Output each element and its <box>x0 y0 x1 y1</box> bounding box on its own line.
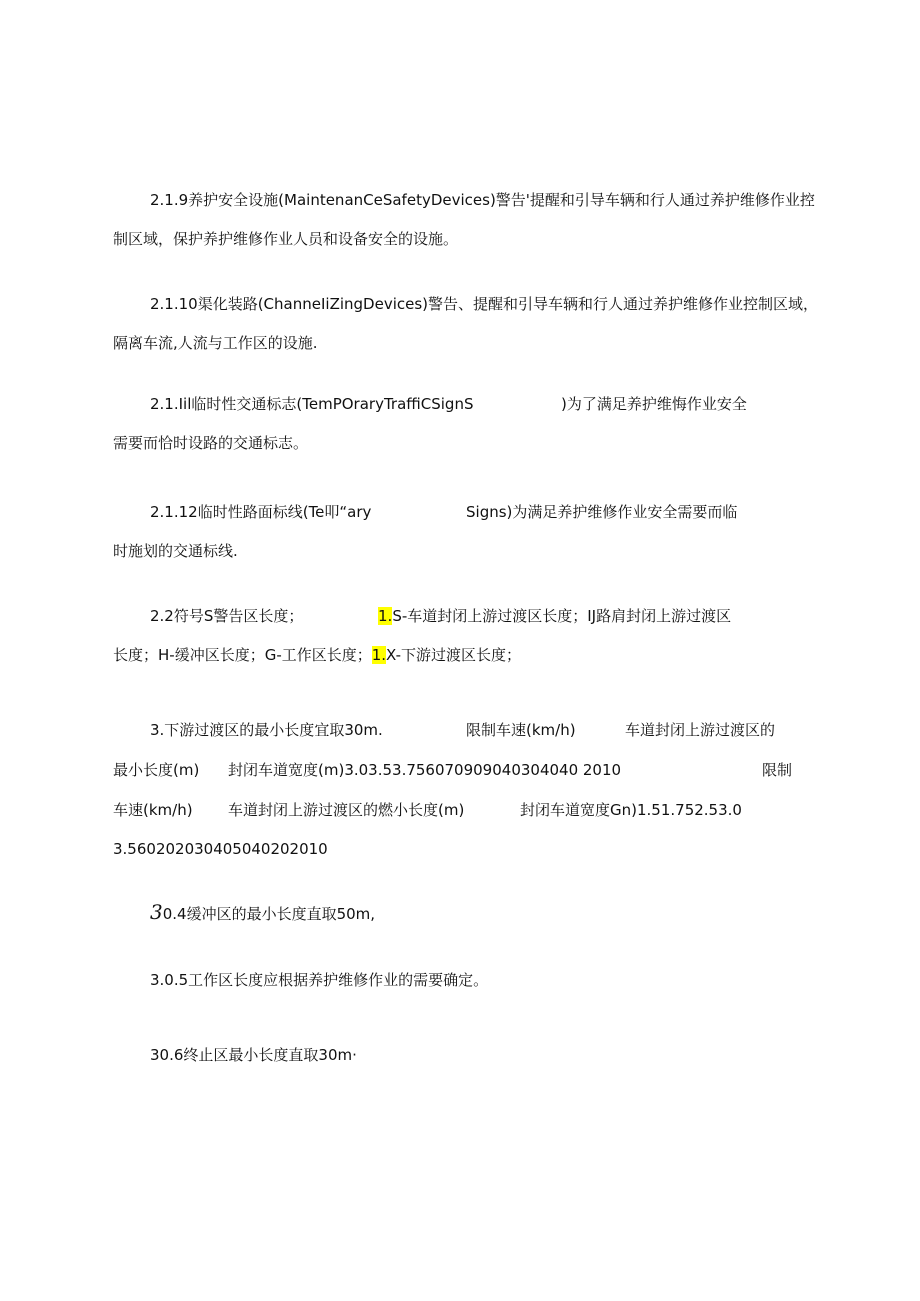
para-3-line1b: 限制车速(km/h) <box>466 721 576 739</box>
para-2-1-10-line1: 2.1.10渠化装路(ChanneIiZingDevices)警告、提醒和引导车辆和行人通过养护维修作业控制区域， <box>150 295 819 313</box>
para-2-2-line1a: 2.2符号S警告区长度； <box>150 607 304 625</box>
para-3-0-6: 30.6终止区最小长度直取30m· <box>150 1046 357 1064</box>
para-2-1-10-line2: 隔离车流,人流与工作区的设施. <box>113 334 318 352</box>
para-2-1-11-line1b: )为了满足养护维悔作业安全 <box>561 395 747 413</box>
para-2-1-11-line1a: 2.1.Iil临时性交通标志(TemPOraryTraffiCSignS <box>150 395 474 413</box>
para-2-2-line1b-text: S-车道封闭上游过渡区长度；IJ路肩封闭上游过渡区 <box>392 607 732 625</box>
para-3-0-4 <box>150 902 375 924</box>
highlight-mark: 1. <box>378 607 393 625</box>
para-2-2-line2a: 长度；H-缓冲区长度；G-工作区长度； <box>113 646 372 664</box>
para-2-1-11-line2: 需要而恰时设路的交通标志。 <box>113 434 309 452</box>
para-2-1-9-line2: 制区域，保护养护维修作业人员和设备安全的设施。 <box>113 230 459 248</box>
para-3-0-4-text: 0.4缓冲区的最小长度直取50m, <box>162 905 376 923</box>
para-3-line1c: 车道封闭上游过渡区的 <box>625 721 776 739</box>
highlight-mark: 1. <box>371 646 387 664</box>
para-2-1-9-line1: 2.1.9养护安全设施(MaintenanCeSafetyDevices)警告'提醒和引导车辆和行人通过养护维修作业控 <box>150 191 815 209</box>
para-3-line1a: 3.下游过渡区的最小长度宜取30m. <box>150 721 383 739</box>
para-2-1-12-line1a: 2.1.12临时性路面标线(Te叩“ary <box>150 503 372 521</box>
para-3-line3b: 车道封闭上游过渡区的燃小长度(m) <box>228 801 465 819</box>
para-3-line2b: 封闭车道宽度(m)3.03.53.756070909040304040 2010 <box>228 761 622 779</box>
para-2-1-12-line1b: Signs)为满足养护维修作业安全需要而临 <box>466 503 738 521</box>
para-2-2-line2b: X-下游过渡区长度； <box>386 646 521 664</box>
para-2-2-line1b <box>378 606 731 626</box>
para-3-line4: 3.560202030405040202010 <box>113 840 328 858</box>
para-3-line2c: 限制 <box>762 761 793 779</box>
para-3-line2a: 最小长度(m) <box>113 761 200 779</box>
para-2-1-12-line2: 时施划的交通标线. <box>113 542 238 560</box>
para-3-0-4-initial: 3 <box>150 900 163 924</box>
para-3-line3c: 封闭车道宽度Gn)1.51.752.53.0 <box>520 801 742 819</box>
para-3-0-5: 3.0.5工作区长度应根据养护维修作业的需要确定。 <box>150 971 489 989</box>
para-2-2-line2 <box>113 645 521 665</box>
para-3-line3a: 车速(km/h) <box>113 801 193 819</box>
